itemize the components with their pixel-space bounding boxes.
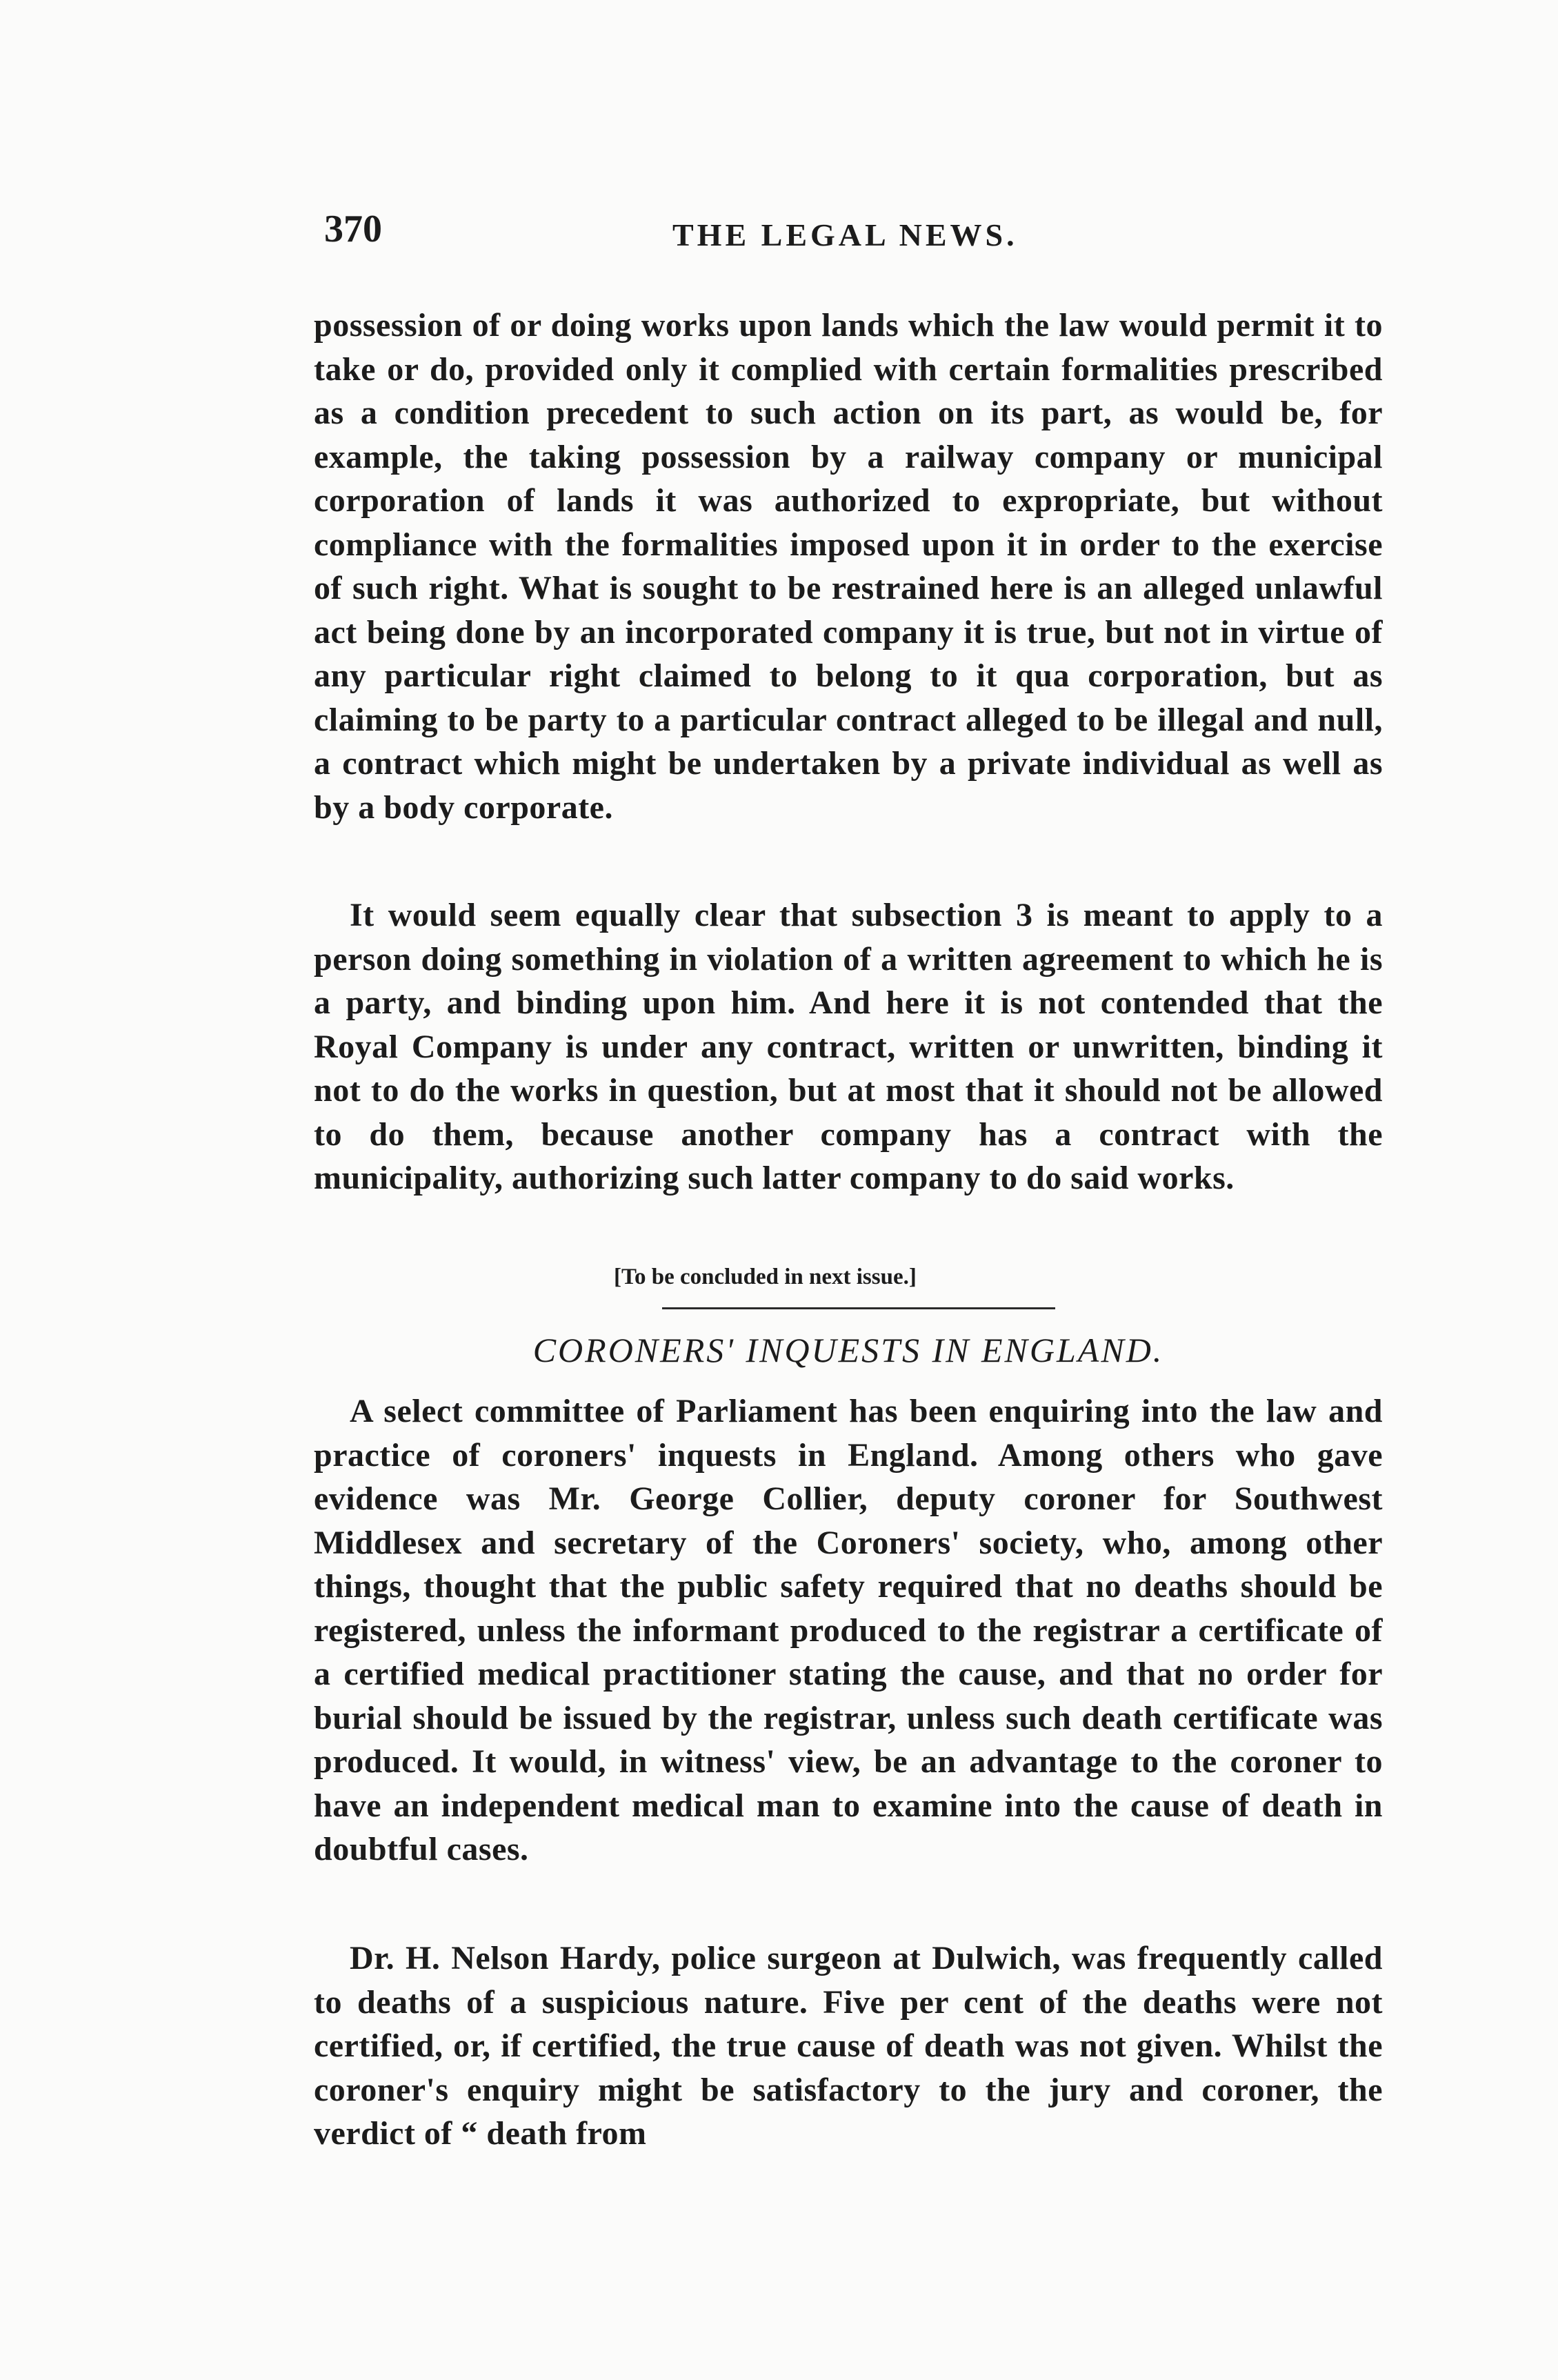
article-paragraph-1 (314, 1389, 1383, 1872)
running-head (324, 207, 1393, 262)
journal-title: THE LEGAL NEWS. (672, 217, 1018, 252)
paragraph-text: It would seem equally clear that subsection 3 is meant to apply to a person doing something in violation of a written agreement to which he is a party, and binding upon him. And here it is not contended that the Royal Company is under any contract, written or unwritten, binding it not to do the works in question, but at most that it should not be allowed to do them, because another company has a contract with the municipality, authorizing such latter company to do said works. (314, 897, 1383, 1196)
article-continuation-paragraph-2 (314, 893, 1383, 1200)
article-paragraph-2 (314, 1936, 1383, 2156)
paragraph-text: A select committee of Parliament has been enquiring into the law and practice of coroners' inquests in England. Among others who gave evidence was Mr. George Collier, deputy coroner for Southwest Middlesex and secretary of the Coroners' society, who, among other things, thought that the public safety required that no deaths should be registered, unless the informant produced to the registrar a certificate of a certified medical practitioner stating the cause, and that no order for burial should be issued by the registrar, unless such death certificate was produced. It would, in witness' view, be an advantage to the coroner to have an independent medical man to examine into the cause of death in doubtful cases. (314, 1393, 1383, 1867)
paragraph-text: Dr. H. Nelson Hardy, police surgeon at Dulwich, was frequently called to deaths of a suspicious nature. Five per cent of the deaths were not certified, or, if certified, the true cause of death was not given. Whilst the coroner's enquiry might be satisfactory to the jury and coroner, the verdict of “ death from (314, 1940, 1383, 2152)
article-title: CORONERS' INQUESTS IN ENGLAND. (532, 1331, 1164, 1369)
article-continuation-paragraph-1 (314, 304, 1383, 829)
paragraph-text: possession of or doing works upon lands which the law would permit it to take or do, provided only it complied with certain formalities prescribed as a condition precedent to such action on its part, as would be, for example, the taking possession by a railway company or municipal corporation of lands it was authorized to expropriate, but without compliance with the formalities imposed upon it in order to the exercise of such right. What is sought to be restrained here is an alleged unlawful act being done by an incorporated company it is true, but not in virtue of any particular right claimed to belong to it qua corporation, but as claiming to be party to a particular contract alleged to be illegal and null, a contract which might be undertaken by a private individual as well as by a body corporate. (314, 307, 1383, 826)
page-number: 370 (324, 208, 382, 250)
continued-note: [To be concluded in next issue.] (614, 1265, 917, 1289)
section-divider (662, 1307, 1055, 1309)
